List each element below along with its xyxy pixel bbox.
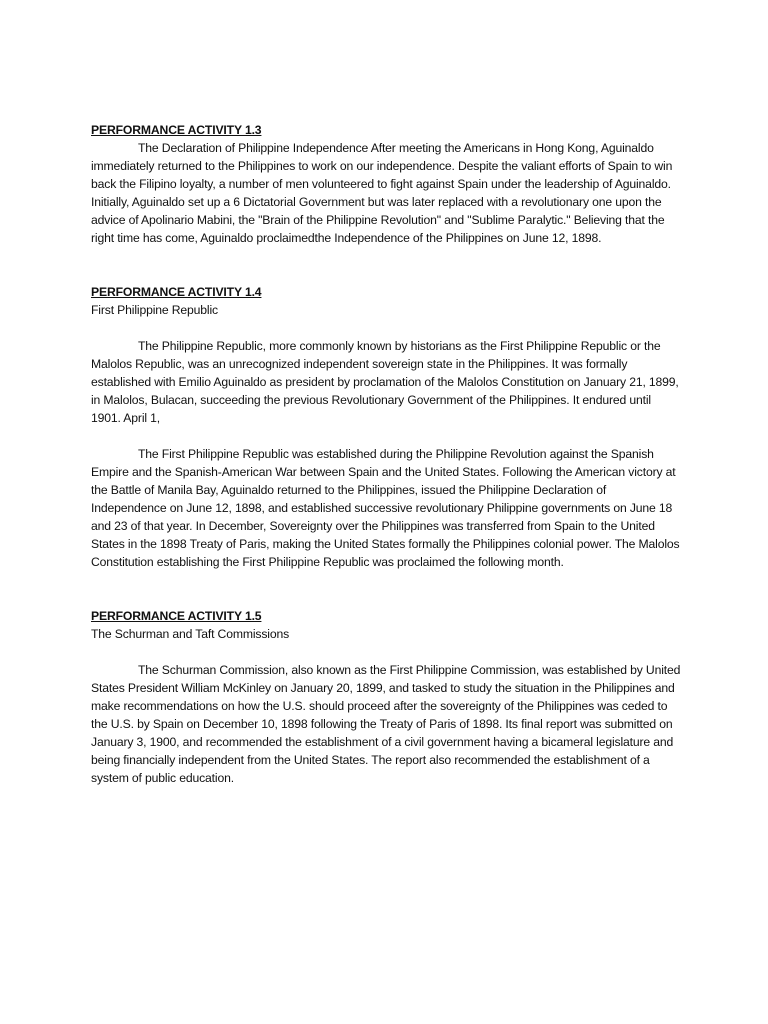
section-paragraph: The Philippine Republic, more commonly known by historians as the First Philippine Republic or the Malolos Republic, was an unrecognized independent sovereign state in the Philippines. It was formally established with Emilio Aguinaldo as president by proclamation of the Malolos Constitution on January 21, 1899, in Malolos, Bulacan, succeeding the previous Revolutionary Government of the Philippines. It endured until 1901. April 1, [91, 339, 679, 425]
section-subheading: First Philippine Republic [91, 303, 218, 317]
paragraph-spacer [91, 319, 681, 337]
document-body [91, 121, 681, 787]
section-heading: PERFORMANCE ACTIVITY 1.5 [91, 609, 262, 623]
section-heading: PERFORMANCE ACTIVITY 1.3 [91, 123, 262, 137]
section-spacer [91, 571, 681, 607]
paragraph-spacer [91, 427, 681, 445]
section-activity-1-5 [91, 607, 681, 787]
section-spacer [91, 247, 681, 283]
section-paragraph: The First Philippine Republic was established during the Philippine Revolution against the Spanish Empire and the Spanish-American War between Spain and the United States. Following the American victory at the Battle of Manila Bay, Aguinaldo returned to the Philippines, issued the Philippine Declaration of Independence on June 12, 1898, and established successive revolutionary Philippine governments on June 18 and 23 of that year. In December, Sovereignty over the Philippines was transferred from Spain to the United States in the 1898 Treaty of Paris, making the United States formally the Philippines colonial power. The Malolos Constitution establishing the First Philippine Republic was proclaimed the following month. [91, 447, 680, 569]
section-heading: PERFORMANCE ACTIVITY 1.4 [91, 285, 262, 299]
section-paragraph: The Declaration of Philippine Independence After meeting the Americans in Hong Kong, Aguinaldo immediately returned to the Philippines to work on our independence. Despite the valiant efforts of Spain to win back the Filipino loyalty, a number of men volunteered to fight against Spain under the leadership of Aguinaldo. Initially, Aguinaldo set up a 6 Dictatorial Government but was later replaced with a revolutionary one upon the advice of Apolinario Mabini, the "Brain of the Philippine Revolution" and "Sublime Paralytic." Believing that the right time has come, Aguinaldo proclaimedthe Independence of the Philippines on June 12, 1898. [91, 141, 673, 245]
paragraph-spacer [91, 643, 681, 661]
section-activity-1-3 [91, 121, 681, 247]
section-activity-1-4 [91, 283, 681, 571]
section-paragraph: The Schurman Commission, also known as the First Philippine Commission, was established by United States President William McKinley on January 20, 1899, and tasked to study the situation in the Philippines and make recommendations on how the U.S. should proceed after the sovereignty of the Philippines was ceded to the U.S. by Spain on December 10, 1898 following the Treaty of Paris of 1898. Its final report was submitted on January 3, 1900, and recommended the establishment of a civil government having a bicameral legislature and being financially independent from the United States. The report also recommended the establishment of a system of public education. [91, 663, 681, 785]
section-subheading: The Schurman and Taft Commissions [91, 627, 290, 641]
